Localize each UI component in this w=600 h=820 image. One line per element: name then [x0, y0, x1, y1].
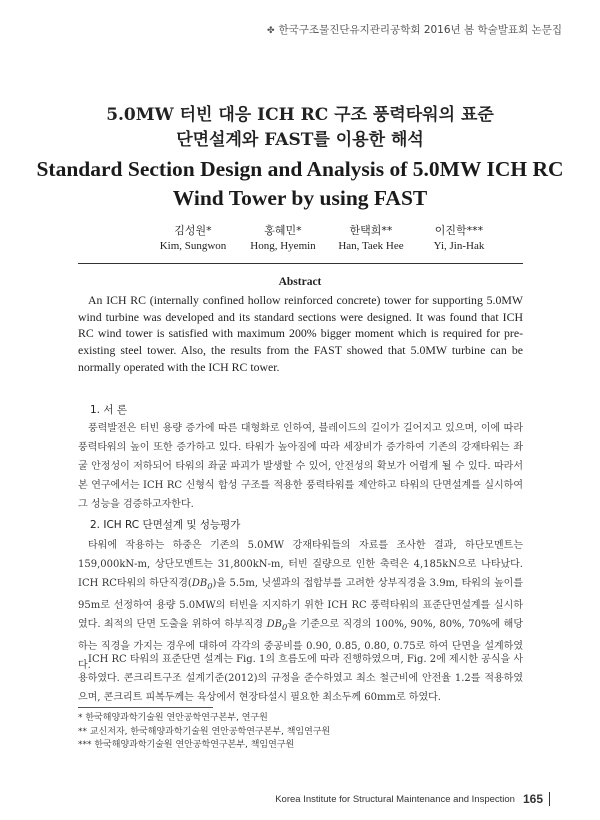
author-1-en: Kim, Sungwon [159, 240, 227, 252]
s2p1-part-c: 을 기준으로 직경의 100%, 90%, 80%, 70%에 해당하는 직경을 가지는 경우에 대하여 각각의 중공비를 0.90, 0.85, 0.80, 0.75로 하여 단면을 설계하였다. [78, 619, 523, 671]
db-symbol-1: $DB_0$ [191, 578, 213, 591]
korean-title-line-2: 단면설계와 FAST를 이용한 해석 [176, 130, 424, 150]
author-1 [148, 224, 238, 254]
author-3-en: Han, Taek Hee [338, 240, 404, 252]
footnote-3: *** 한국해양과학기술원 연안공학연구본부, 책임연구원 [78, 740, 295, 750]
page-footer [275, 792, 550, 806]
footnote-1: * 한국해양과학기술원 연안공학연구본부, 연구원 [78, 713, 268, 723]
footnote-divider [78, 707, 213, 708]
abstract-text: An ICH RC (internally confined hollow reinforced concrete) tower for supporting 5.0MW wind turbine was developed and its standard sections were designed. It was found that ICH RC wind tower is satisfied with maximum 200% bigger moment which is required for pre-existing steel tower. Also, the results from the FAST showed that 5.0MW turbine can be normally operated with the ICH RC tower. [78, 293, 523, 374]
section-2-paragraph-2: ICH RC 타워의 표준단면 설계는 Fig. 1의 흐름도에 따라 진행하였으며, Fig. 2에 제시한 공식을 사용하였다. 콘크리트구조 설계기준(2012)의 규정을 준수하였고 최소 철근비에 안전율 1.2를 적용하였으며, 콘크리트 피복두께는 육상에서 현장타설시 필요한 최소두께 60mm로 하였다. [78, 654, 523, 703]
author-1-ko: 김성원* [174, 224, 212, 237]
footnotes [78, 712, 538, 753]
abstract-divider [78, 263, 523, 264]
footnote-2: ** 교신저자, 한국해양과학기술원 연안공학연구본부, 책임연구원 [78, 726, 331, 737]
author-4 [414, 224, 504, 254]
korean-title [0, 103, 600, 153]
author-2-en: Hong, Hyemin [250, 240, 316, 252]
korean-title-line-1: 5.0MW 터빈 대응 ICH RC 구조 풍력타워의 표준 [106, 105, 494, 125]
english-title-line-2: Wind Tower by using FAST [172, 186, 428, 210]
s2p1-part-a: 타워에 작용하는 하중은 기존의 5.0MW 강재타워들의 자료를 조사한 결과, 하단모멘트는 159,000kN-m, 상단모멘트는 31,800kN-m, 터빈 질량으로 인한 축력은 4,185kN으로 나타났다. ICH RC타워의 하단직경( [78, 540, 523, 589]
author-3-ko: 한택희** [349, 224, 393, 237]
section-2-heading: 2. ICH RC 단면설계 및 성능평가 [90, 519, 241, 531]
s2p1-part-b: )을 5.5m, 닛셀과의 접합부를 고려한 상부직경을 3.9m, 타워의 높이를 95m로 선정하여 용량 5.0MW의 터빈을 지지하기 위한 ICH RC 풍력타워의 표준단면설계를 실시하였다. 최적의 단면 도출을 위하여 하부직경 [78, 578, 523, 630]
journal-header [0, 22, 562, 37]
english-title-line-1: Standard Section Design and Analysis of 5.0MW ICH RC [36, 157, 564, 181]
footer-bar [549, 792, 550, 806]
footer-institute: Korea Institute for Structural Maintenance and Inspection [275, 793, 515, 805]
english-title [0, 155, 600, 213]
section-1-text: 풍력발전은 터빈 용량 증가에 따른 대형화로 인하여, 블레이드의 길이가 길어지고 있으며, 이에 따라 풍력타워의 높이 또한 증가하고 있다. 타워가 높아짐에 따라 세장비가 증가하여 기존의 강재타워는 좌굴 안정성이 저하되어 타워의 좌굴 파괴가 발생할 수 있어, 안전성의 확보가 어렵게 될 수 있다. 따라서 본 연구에서는 ICH RC 신형식 합성 구조를 적용한 풍력타워를 제안하고 타워의 단면설계를 실시하여 그 성능을 검증하고자한다. [78, 423, 523, 510]
author-4-en: Yi, Jin-Hak [433, 240, 485, 252]
author-2-ko: 홍혜민* [264, 224, 302, 237]
page-number: 165 [522, 792, 543, 806]
journal-title: 한국구조물진단유지관리공학회 2016년 봄 학술발표회 논문집 [278, 24, 562, 36]
author-2 [238, 224, 328, 254]
db-symbol-2: $DB_0$ [266, 619, 288, 632]
header-ornament-icon: ✤ [266, 26, 275, 36]
section-1-heading: 1. 서 론 [90, 404, 127, 416]
author-3 [326, 224, 416, 254]
abstract-heading: Abstract [278, 276, 322, 288]
author-4-ko: 이진학*** [434, 224, 484, 237]
